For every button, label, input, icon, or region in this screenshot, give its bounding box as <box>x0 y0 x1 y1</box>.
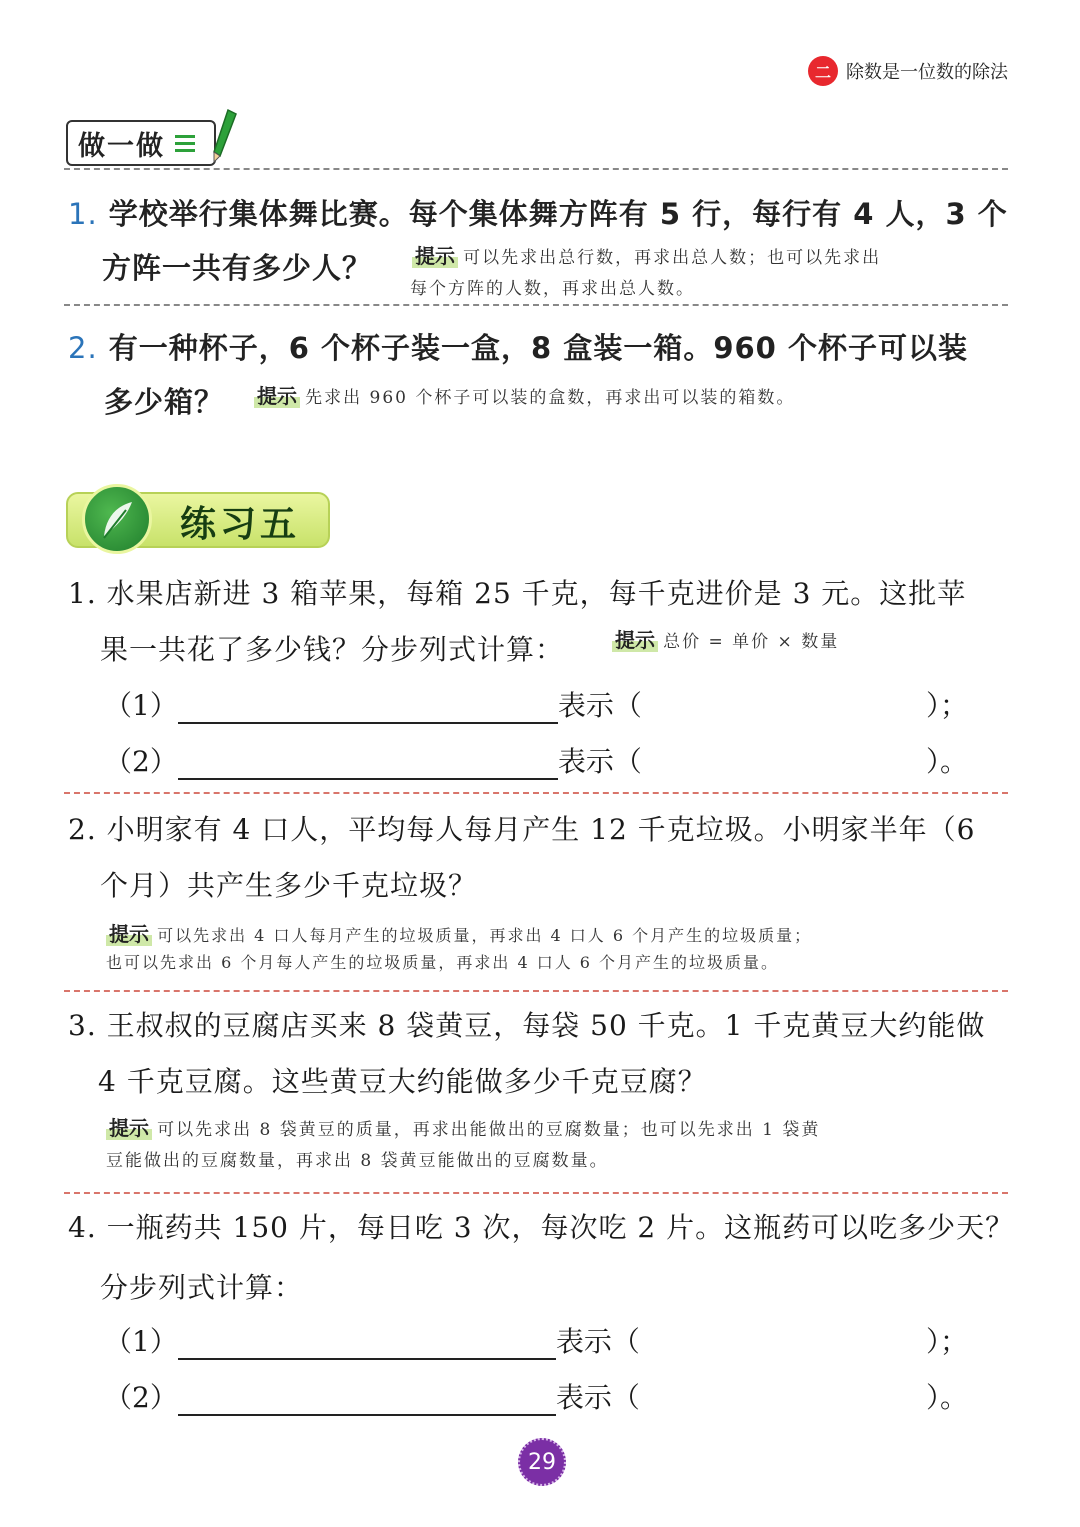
practice-q3-tip-line-2: 豆能做出的豆腐数量，再求出 8 袋黄豆能做出的豆腐数量。 <box>106 1151 609 1171</box>
practice-q1-answer-row-1 <box>104 684 642 724</box>
chapter-number-badge: 二 <box>808 56 838 86</box>
chapter-header <box>808 56 1008 86</box>
pencil-icon <box>208 108 238 164</box>
answer-blank[interactable] <box>178 694 558 724</box>
do-it-problem-1-tip-line-2: 每个方阵的人数，再求出总人数。 <box>410 279 695 299</box>
tip-text: 先求出 960 个杯子可以装的盒数，再求出可以装的箱数。 <box>305 388 796 408</box>
practice-q3-tip <box>106 1112 820 1141</box>
practice-q4-line-2: 分步列式计算： <box>100 1271 304 1304</box>
practice-q3-line-2: 4 千克豆腐。这些黄豆大约能做多少千克豆腐？ <box>98 1065 707 1098</box>
divider <box>64 990 1008 992</box>
practice-q1-line-1: 1. 水果店新进 3 箱苹果，每箱 25 千克，每千克进价是 3 元。这批苹 <box>68 577 967 610</box>
practice-q3-line-1: 3. 王叔叔的豆腐店买来 8 袋黄豆，每袋 50 千克。1 千克黄豆大约能做 <box>68 1009 986 1042</box>
practice-q2-tip-line-2: 也可以先求出 6 个月每人产生的垃圾质量，再求出 4 口人 6 个月产生的垃圾质量。 <box>106 953 780 972</box>
tip-text: 总价 = 单价 × 数量 <box>663 632 840 652</box>
practice-q1-answer-row-2 <box>104 740 642 780</box>
row-means: 表示（ <box>557 689 642 722</box>
answer-blank[interactable] <box>178 1386 556 1416</box>
practice-q4-row-1-end: ）； <box>926 1325 969 1358</box>
row-means: 表示（ <box>557 745 642 778</box>
chapter-title: 除数是一位数的除法 <box>846 62 1008 83</box>
lines-icon <box>175 135 195 152</box>
do-it-label: 做一做 <box>78 130 165 162</box>
divider <box>64 1192 1008 1194</box>
tip-text: 可以先求出 8 袋黄豆的质量，再求出能做出的豆腐数量；也可以先求出 1 袋黄 <box>157 1120 821 1140</box>
practice-q4-answer-row-1 <box>104 1320 640 1360</box>
answer-blank[interactable] <box>178 750 558 780</box>
practice-title: 练习五 <box>180 504 301 545</box>
practice-q4-line-1: 4. 一瓶药共 150 片，每日吃 3 次，每次吃 2 片。这瓶药可以吃多少天？ <box>68 1211 1015 1244</box>
practice-q1-line-2: 果一共花了多少钱？分步列式计算： <box>100 633 565 666</box>
tip-label: 提示 <box>612 628 658 652</box>
problem-text: 学校举行集体舞比赛。每个集体舞方阵有 5 行，每行有 4 人，3 个 <box>108 197 1008 231</box>
do-it-problem-1-line-1 <box>68 192 1008 233</box>
practice-q2-line-1: 2. 小明家有 4 口人，平均每人每月产生 12 千克垃圾。小明家半年（6 <box>68 813 976 846</box>
row-means: 表示（ <box>555 1325 640 1358</box>
tip-label: 提示 <box>254 384 300 408</box>
tip-label: 提示 <box>106 1116 152 1140</box>
practice-q1-tip <box>612 624 839 653</box>
tip-label: 提示 <box>106 922 152 946</box>
problem-number: 2. <box>68 331 98 365</box>
practice-q2-tip <box>106 918 812 947</box>
practice-q2-line-2: 个月）共产生多少千克垃圾？ <box>100 869 478 902</box>
divider <box>64 792 1008 794</box>
quill-icon <box>96 498 140 542</box>
do-it-problem-1-line-2: 方阵一共有多少人？ <box>102 251 373 285</box>
tip-text: 可以先求出总行数，再求出总人数；也可以先求出 <box>463 248 882 268</box>
practice-q4-answer-row-2 <box>104 1376 640 1416</box>
do-it-problem-2-tip <box>254 380 795 409</box>
problem-number: 1. <box>68 197 98 231</box>
answer-blank[interactable] <box>178 1330 556 1360</box>
page-number: 29 <box>518 1438 566 1486</box>
divider <box>64 304 1008 306</box>
row-means: 表示（ <box>555 1381 640 1414</box>
row-number: （2） <box>104 1381 178 1414</box>
row-number: （2） <box>104 745 178 778</box>
practice-q1-row-1-end: ）； <box>926 689 969 722</box>
row-number: （1） <box>104 689 178 722</box>
do-it-label-box <box>66 120 216 166</box>
do-it-problem-1-tip <box>412 240 881 269</box>
problem-text: 有一种杯子，6 个杯子装一盒，8 盒装一箱。960 个杯子可以装 <box>108 331 968 365</box>
practice-q1-row-2-end: ）。 <box>926 745 969 778</box>
do-it-problem-2-line-2: 多少箱？ <box>104 385 225 419</box>
do-it-problem-2-line-1 <box>68 326 968 367</box>
tip-label: 提示 <box>412 244 458 268</box>
practice-q4-row-2-end: ）。 <box>926 1381 969 1414</box>
divider <box>64 168 1008 170</box>
tip-text: 可以先求出 4 口人每月产生的垃圾质量，再求出 4 口人 6 个月产生的垃圾质量； <box>157 926 813 945</box>
row-number: （1） <box>104 1325 178 1358</box>
